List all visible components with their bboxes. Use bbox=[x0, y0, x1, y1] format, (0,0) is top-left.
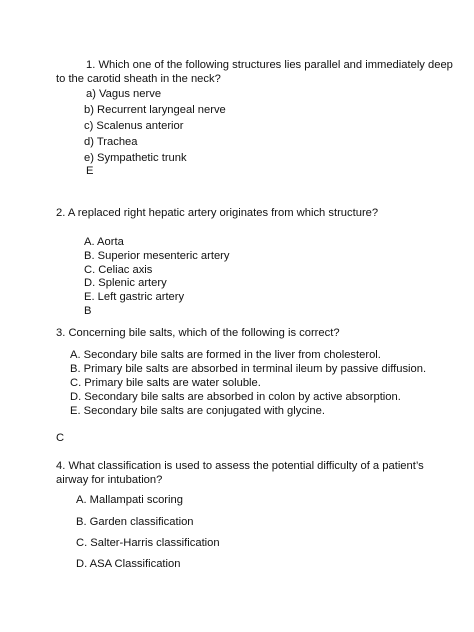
question-2-option-b: B. Superior mesenteric artery bbox=[84, 250, 230, 262]
question-3-option-d: D. Secondary bile salts are absorbed in colon by active absorption. bbox=[70, 391, 401, 403]
question-3-option-b: B. Primary bile salts are absorbed in terminal ileum by passive diffusion. bbox=[70, 363, 427, 375]
question-1-text-line-1: 1. Which one of the following structures lies parallel and immediately deep bbox=[86, 59, 453, 71]
question-1-text-line-2: to the carotid sheath in the neck? bbox=[56, 73, 221, 85]
question-3-answer: C bbox=[56, 432, 65, 444]
question-2-text: 2. A replaced right hepatic artery originates from which structure? bbox=[56, 207, 379, 219]
question-2-answer: B bbox=[84, 305, 92, 317]
question-1-option-b: b) Recurrent laryngeal nerve bbox=[84, 104, 226, 116]
question-4-text-line-2: airway for intubation? bbox=[56, 474, 163, 486]
question-1-option-e: e) Sympathetic trunk bbox=[84, 152, 187, 164]
question-4-text-line-1: 4. What classification is used to assess the potential difficulty of a patient’s bbox=[56, 460, 424, 472]
question-3-option-e: E. Secondary bile salts are conjugated with glycine. bbox=[70, 405, 325, 417]
question-3-text: 3. Concerning bile salts, which of the following is correct? bbox=[56, 327, 340, 339]
question-3-option-a: A. Secondary bile salts are formed in the liver from cholesterol. bbox=[70, 349, 381, 361]
question-4-option-a: A. Mallampati scoring bbox=[76, 494, 183, 506]
question-4-option-d: D. ASA Classification bbox=[76, 558, 181, 570]
question-1-option-a: a) Vagus nerve bbox=[86, 88, 162, 100]
question-4-option-b: B. Garden classification bbox=[76, 516, 194, 528]
question-3-option-c: C. Primary bile salts are water soluble. bbox=[70, 377, 261, 389]
question-1-option-c: c) Scalenus anterior bbox=[84, 120, 184, 132]
question-2-option-a: A. Aorta bbox=[84, 236, 124, 248]
question-4-option-c: C. Salter-Harris classification bbox=[76, 537, 220, 549]
question-1-option-d: d) Trachea bbox=[84, 136, 138, 148]
question-2-option-c: C. Celiac axis bbox=[84, 264, 153, 276]
question-2-option-e: E. Left gastric artery bbox=[84, 291, 185, 303]
question-2-option-d: D. Splenic artery bbox=[84, 277, 167, 289]
question-1-answer: E bbox=[86, 165, 94, 177]
